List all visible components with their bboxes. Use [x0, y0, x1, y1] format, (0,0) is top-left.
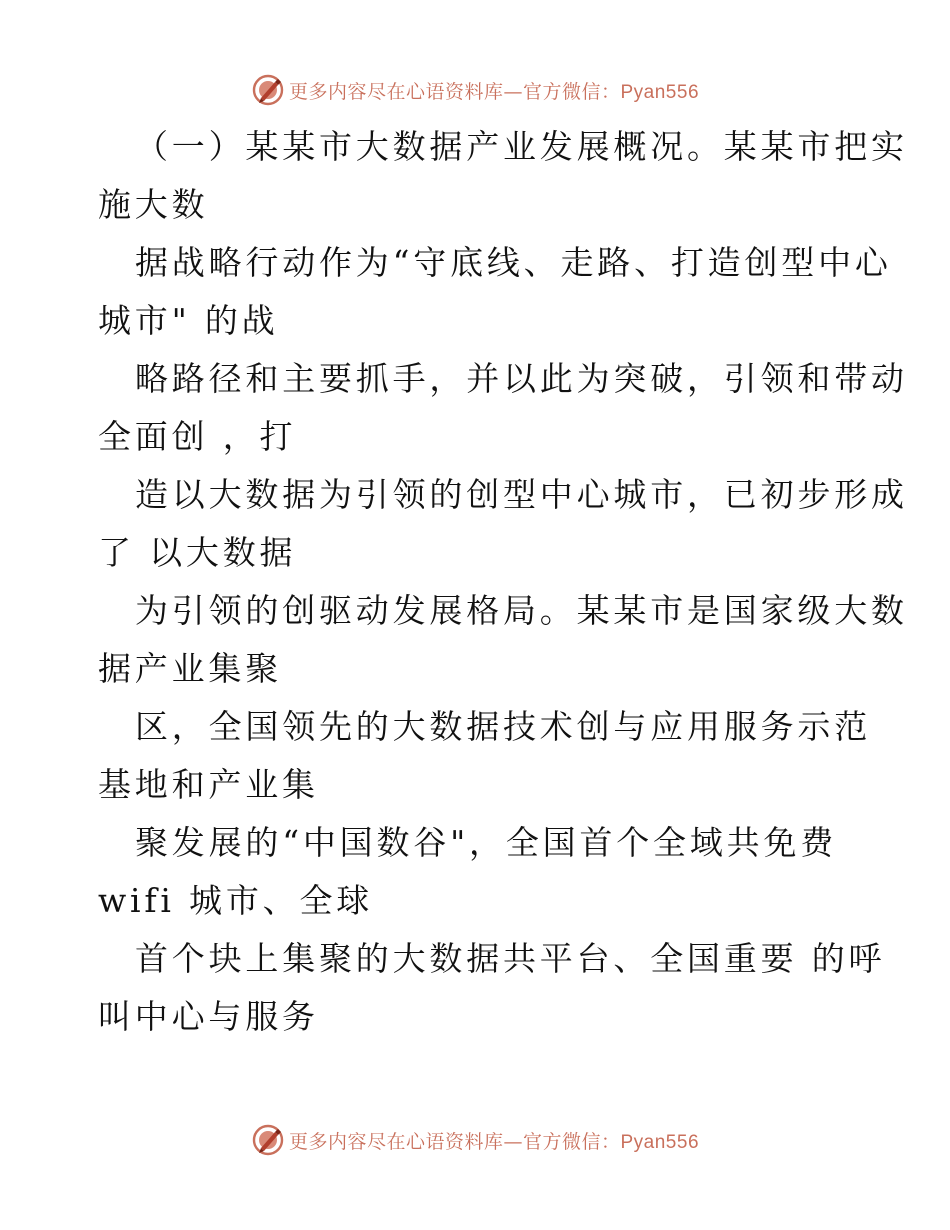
text-line: 聚发展的“中国数谷"，全国首个全域共免费	[135, 823, 838, 862]
text-line: 据战略行动作为“守底线、走路、打造创型中心	[135, 243, 892, 282]
text-line: 了 以大数据	[98, 533, 297, 572]
text-line: 略路径和主要抓手，并以此为突破，引领和带动	[135, 359, 908, 398]
footer-watermark	[0, 1122, 950, 1158]
text-line: 基地和产业集	[98, 765, 319, 804]
text-line: 叫中心与服务	[98, 997, 319, 1036]
text-line: wifi 城市、全球	[98, 881, 374, 920]
text-line: 全面创 ，打	[98, 417, 297, 456]
text-line: 区，全国领先的大数据技术创与应用服务示范	[135, 707, 871, 746]
text-line: 城市" 的战	[98, 301, 279, 340]
text-line: 造以大数据为引领的创型中心城市，已初步形成	[135, 475, 908, 514]
watermark-text: 更多内容尽在心语资料库—官方微信：Pyan556	[288, 80, 700, 103]
text-line: 据产业集聚	[98, 649, 282, 688]
text-line: 施大数	[98, 185, 209, 224]
text-line: 首个块上集聚的大数据共平台、全国重要 的呼	[135, 939, 886, 978]
pen-seal-logo-icon	[251, 1123, 285, 1157]
text-line: 为引领的创驱动发展格局。某某市是国家级大数	[135, 591, 908, 630]
watermark-text: 更多内容尽在心语资料库—官方微信：Pyan556	[288, 1130, 700, 1153]
text-line: （一）某某市大数据产业发展概况。某某市把实	[135, 127, 908, 166]
